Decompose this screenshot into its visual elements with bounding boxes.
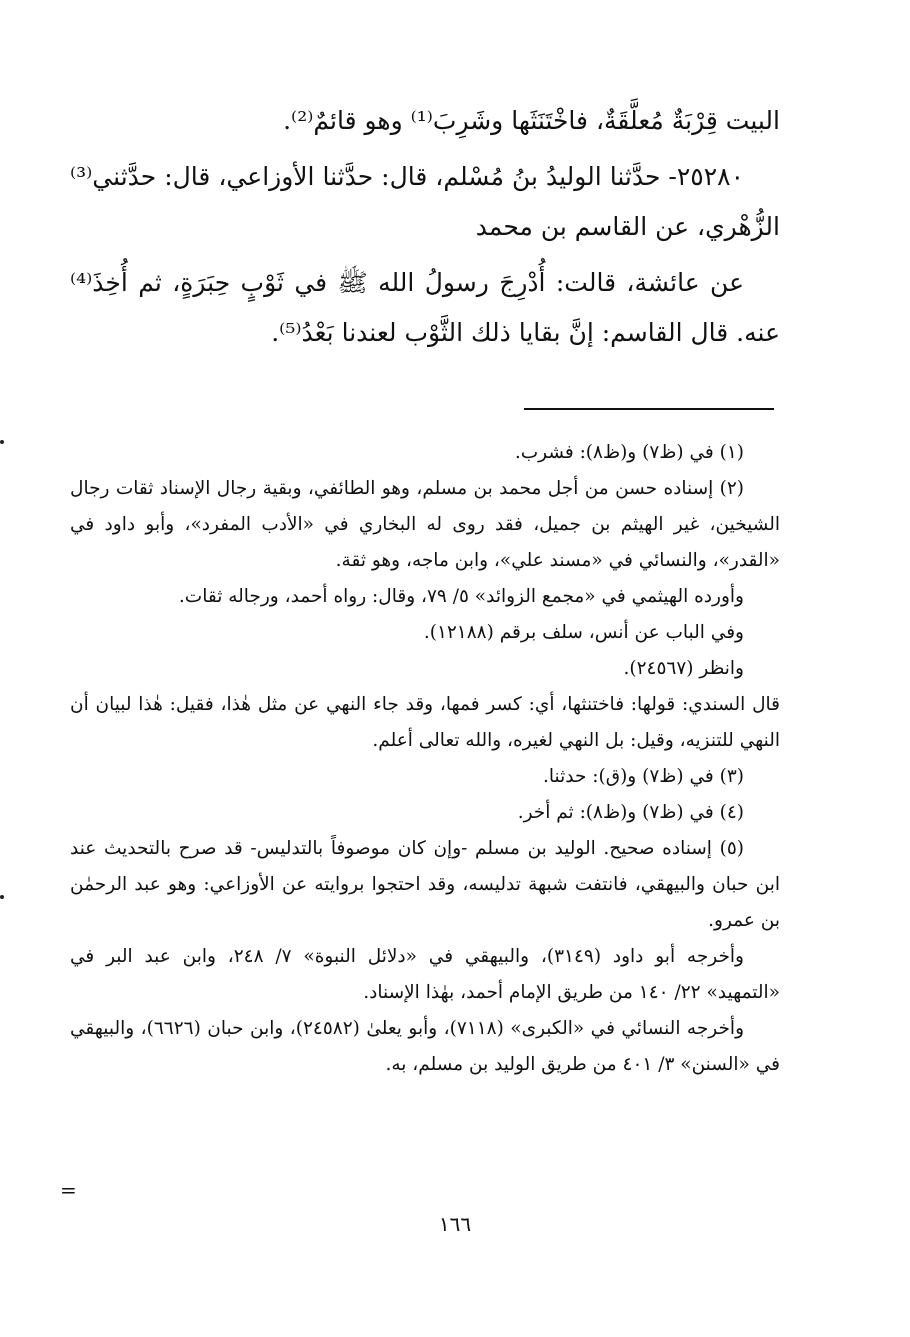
footnote-2: (٢) إسناده حسن من أجل محمد بن مسلم، وهو الطائفي، وبقية رجال الإسناد ثقات رجال الشيخين، غير الهيثم بن جميل، فقد روى له البخاري في «الأدب المفرد»، وأبو داود في «القدر»، والنسائي في «مسند علي»، وابن ماجه، وهو ثقة.: [70, 478, 780, 571]
footnote-5: (٥) إسناده صحيح. الوليد بن مسلم -وإن كان موصوفاً بالتدليس- قد صرح بالتحديث عند ابن حبان والبيهقي، فانتفت شبهة تدليسه، وقد احتجوا بروايته عن الأوزاعي: وهو عبد الرحمٰن بن عمرو.: [70, 838, 780, 931]
hadith-25280-isnad: ٢٥٢٨٠- حدَّثنا الوليدُ بنُ مُسْلم، قال: حدَّثنا الأوزاعي، قال: حدَّثني⁽³⁾ الزُّهْري، عن القاسم بن محمد: [70, 162, 780, 241]
scan-speck: [0, 895, 4, 899]
footnote-1: (١) في (ظ٧) و(ظ٨): فشرب.: [514, 442, 744, 463]
footnote-2-sindi: قال السندي: قولها: فاختنثها، أي: كسر فمها، وقد جاء النهي عن مثل هٰذا، فقيل: هٰذا لبيان أن النهي للتنزيه، وقيل: بل النهي لغيره، والله تعالى أعلم.: [70, 694, 780, 751]
main-line-1: البيت قِرْبَةٌ مُعلَّقَةٌ، فاخْتَنَثَها وشَرِبَ⁽¹⁾ وهو قائمٌ⁽²⁾.: [283, 106, 780, 135]
hadith-25280-matn: عن عائشة، قالت: أُدْرِجَ رسولُ الله ﷺ في ثَوْبٍ حِبَرَةٍ، ثم أُخِذَ⁽⁴⁾ عنه. قال القاسم: إنَّ بقايا ذلك الثَّوْب لعندنا بَعْدُ⁽⁵⁾.: [70, 268, 780, 347]
footnote-2-bab: وفي الباب عن أنس، سلف برقم (١٢١٨٨).: [423, 622, 744, 643]
main-text: [70, 96, 780, 358]
footnote-2-unzur: وانظر (٢٤٥٦٧).: [623, 658, 744, 679]
footnote-separator: [524, 408, 774, 410]
footnote-5-nasai: وأخرجه النسائي في «الكبرى» (٧١١٨)، وأبو يعلىٰ (٢٤٥٨٢)، وابن حبان (٦٦٢٦)، والبيهقي في «السنن» ٣/ ٤٠١ من طريق الوليد بن مسلم، به.: [70, 1018, 780, 1075]
continuation-mark: =: [60, 1178, 77, 1202]
footnotes: [70, 435, 780, 1083]
footnote-4: (٤) في (ظ٧) و(ظ٨): ثم أخر.: [517, 802, 744, 823]
footnote-2-majma: وأورده الهيثمي في «مجمع الزوائد» ٥/ ٧٩، وقال: رواه أحمد، ورجاله ثقات.: [178, 586, 744, 607]
page-number: ١٦٦: [438, 1212, 472, 1236]
scan-speck: [0, 440, 4, 444]
footnote-3: (٣) في (ظ٧) و(ق): حدثنا.: [542, 766, 744, 787]
footnote-5-abudawud: وأخرجه أبو داود (٣١٤٩)، والبيهقي في «دلائل النبوة» ٧/ ٢٤٨، وابن عبد البر في «التمهيد» ٢٢/ ١٤٠ من طريق الإمام أحمد، بهٰذا الإسناد.: [70, 946, 780, 1003]
book-page: [70, 90, 780, 1270]
